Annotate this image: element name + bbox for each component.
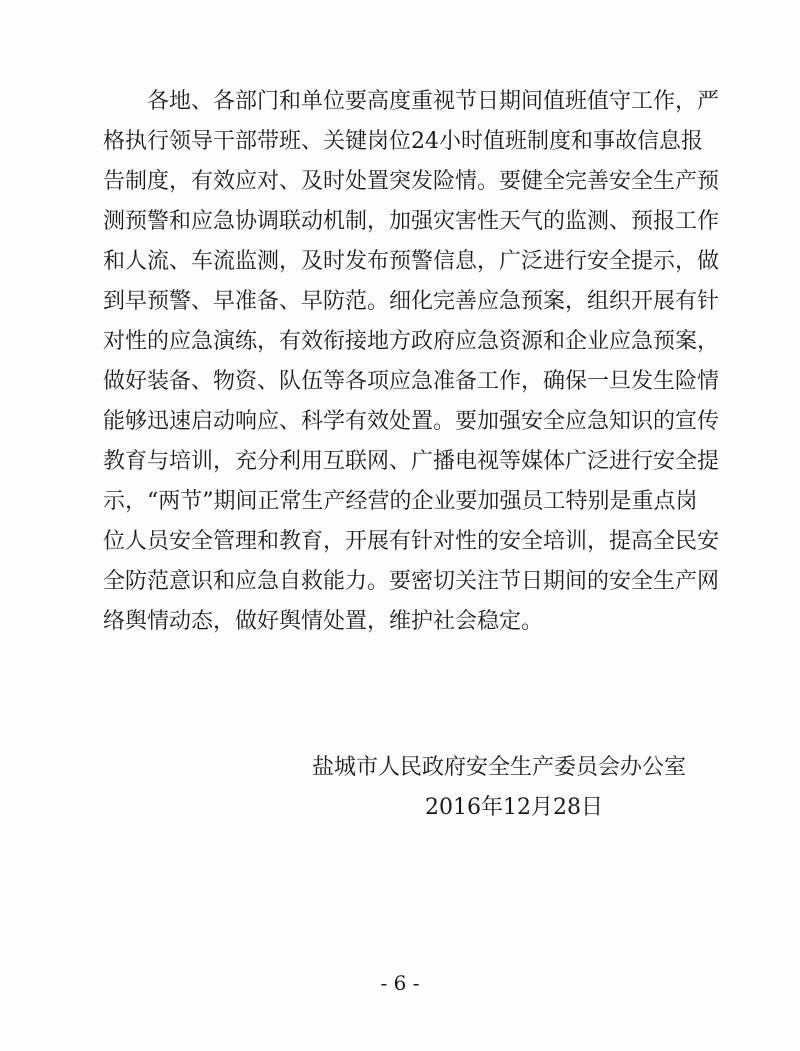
body-paragraph	[103, 82, 720, 642]
paragraph-line: 位人员安全管理和教育，开展有针对性的安全培训，提高全民安	[103, 529, 720, 554]
paragraph-line: 告制度，有效应对、及时处置突发险情。要健全完善安全生产预	[103, 169, 720, 194]
paragraph-line: 各地、各部门和单位要高度重视节日期间值班值守工作，严	[147, 89, 720, 114]
paragraph-line: 对性的应急演练，有效衔接地方政府应急资源和企业应急预案，	[103, 329, 720, 354]
paragraph-line: 络舆情动态，做好舆情处置，维护社会稳定。	[103, 609, 544, 634]
paragraph-line: 教育与培训，充分利用互联网、广播电视等媒体广泛进行安全提	[103, 449, 720, 474]
paragraph-line: 测预警和应急协调联动机制，加强灾害性天气的监测、预报工作	[103, 209, 720, 234]
paragraph-line: 能够迅速启动响应、科学有效处置。要加强安全应急知识的宣传	[103, 409, 720, 434]
paragraph-line: 和人流、车流监测，及时发布预警信息，广泛进行安全提示，做	[103, 249, 720, 274]
paragraph-line: 全防范意识和应急自救能力。要密切关注节日期间的安全生产网	[103, 569, 720, 594]
paragraph-line: 做好装备、物资、队伍等各项应急准备工作，确保一旦发生险情	[103, 369, 720, 394]
paragraph-line: 到早预警、早准备、早防范。细化完善应急预案，组织开展有针	[103, 289, 720, 314]
paragraph-line: 格执行领导干部带班、关键岗位24小时值班制度和事故信息报	[103, 129, 703, 154]
paragraph-line: 示，“两节”期间正常生产经营的企业要加强员工特别是重点岗	[103, 489, 698, 514]
signature-date: 2016年12月28日	[425, 795, 603, 820]
signature-organization: 盐城市人民政府安全生产委员会办公室	[312, 755, 687, 780]
page-number: - 6 -	[380, 971, 420, 995]
